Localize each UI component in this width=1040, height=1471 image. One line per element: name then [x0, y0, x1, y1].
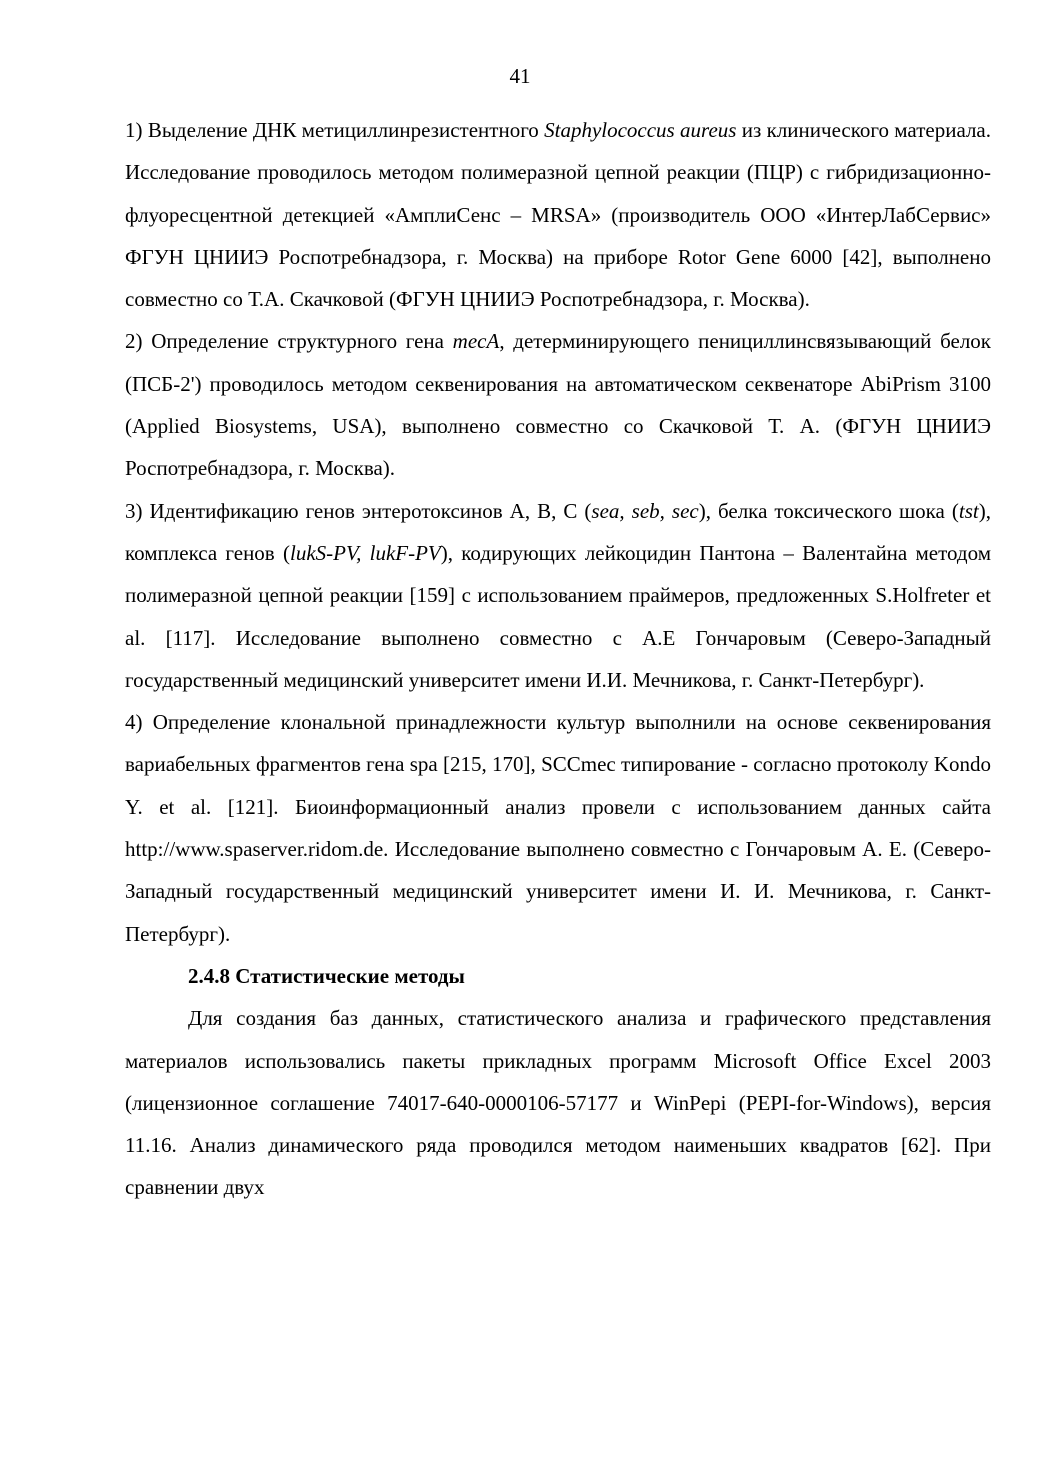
list-item [125, 701, 991, 955]
list-item [125, 490, 991, 701]
list-item-number: 3) [125, 498, 143, 523]
list-item [125, 320, 991, 489]
section-heading: 2.4.8 Статистические методы [188, 963, 465, 988]
italic-term: tst [958, 498, 979, 523]
list-item-text: Идентификацию генов энтеротоксинов А, В, С ( [142, 498, 592, 523]
list-item-text: Определение клональной принадлежности культур выполнили на основе секвенирования вариабельных фрагментов гена spa [215, 170], SCCmec типирование - согласно протоколу Kondo Y. et al. [121]. Биоинформационный анализ провели с использованием данных сайта http://www.spaserver.ridom.de. Исследование выполнено совместно с Гончаровым А. Е. (Северо-Западный государственный медицинский университет имени И. И. Мечникова, г. Санкт-Петербург). [125, 710, 991, 946]
italic-term: lukS-PV, lukF-PV [290, 540, 441, 565]
list-item-number: 4) [125, 710, 143, 735]
list-item-text: , детерминирующего пенициллинсвязывающий белок (ПСБ-2') проводилось методом секвенирования на автоматическом секвенаторе AbiPrism 3100 (Applied Biosystems, USA), выполнено совместно со Скачковой Т. А. (ФГУН ЦНИИЭ Роспотребнадзора, г. Москва). [125, 329, 991, 481]
italic-term: Staphylococcus aureus [544, 118, 737, 142]
list-item-text: из клинического материала. Исследование проводилось методом полимеразной цепной реакции (ПЦР) с гибридизационно-флуоресцентной детекцией «АмплиСенс – MRSA» (производитель ООО «ИнтерЛабСервис» ФГУН ЦНИИЭ Роспотребнадзора, г. Москва) на приборе Rotor Gene 6000 [42], выполнено совместно со Т.А. Скачковой (ФГУН ЦНИИЭ Роспотребнадзора, г. Москва). [125, 118, 992, 312]
italic-term: sea, seb, sec [591, 498, 699, 523]
page-number: 41 [509, 64, 531, 88]
section-paragraph: Для создания баз данных, статистического анализа и графического представления материалов использовались пакеты прикладных программ Microsoft Office Excel 2003 (лицензионное соглашение 74017-640-0000106-57177 и WinPepi (PEPI-for-Windows), версия 11.16. Анализ динамического ряда проводился методом наименьших квадратов [62]. При сравнении двух [125, 1006, 991, 1200]
page-content [125, 109, 991, 1209]
list-item-text: ), комплекса генов ( [125, 498, 991, 565]
list-item-number: 1) [125, 118, 143, 142]
list-item-text: Определение структурного гена [142, 329, 453, 354]
numbered-list [125, 109, 991, 955]
list-item-text: ), белка токсического шока ( [698, 498, 959, 523]
list-item-text: ), кодирующих лейкоцидин Пантона – Валентайна методом полимеразной цепной реакции [159] с использованием праймеров, предложенных S.Holfreter et al. [117]. Исследование выполнено совместно с А.Е Гончаровым (Северо-Западный государственный медицинский университет имени И.И. Мечникова, г. Санкт-Петербург). [125, 540, 991, 692]
list-item-number: 2) [125, 329, 143, 354]
list-item [125, 109, 991, 320]
list-item-text: Выделение ДНК метициллинрезистентного [142, 118, 545, 142]
italic-term: mecA [452, 329, 500, 354]
